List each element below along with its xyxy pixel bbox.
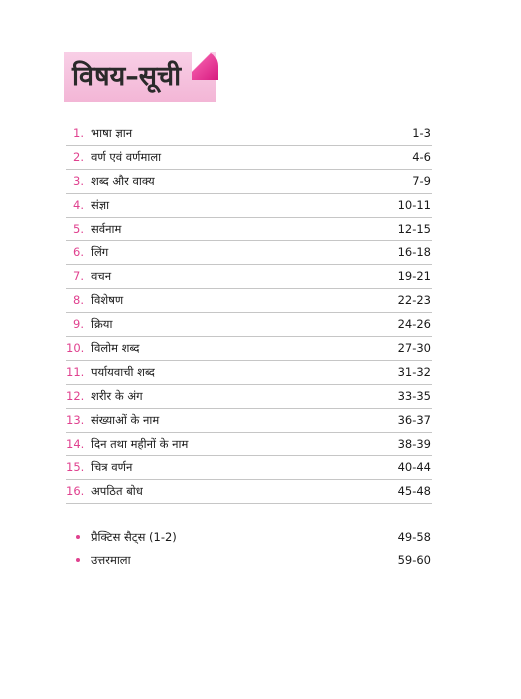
toc-row <box>66 218 432 242</box>
toc-number: 4. <box>73 197 84 212</box>
toc-pages: 7-9 <box>412 173 431 188</box>
toc-pages: 36-37 <box>397 412 431 427</box>
toc-number: 16. <box>66 484 85 499</box>
toc-row <box>66 433 432 457</box>
toc-number: 5. <box>73 221 84 236</box>
toc-extra-item <box>66 549 432 571</box>
toc-pages: 10-11 <box>397 197 431 212</box>
toc-extra-title: उत्तरमाला <box>91 553 131 567</box>
toc-title: भाषा ज्ञान <box>91 126 133 140</box>
toc-pages: 40-44 <box>397 460 431 475</box>
toc-pages: 12-15 <box>397 221 431 236</box>
toc-row <box>66 361 432 385</box>
toc-row <box>66 194 432 218</box>
toc-title: सर्वनाम <box>91 221 122 236</box>
toc-pages: 4-6 <box>412 149 431 164</box>
toc-row <box>66 122 432 146</box>
toc-number: 1. <box>73 126 84 140</box>
toc-number: 14. <box>66 436 85 451</box>
toc-pages: 33-35 <box>397 388 431 403</box>
toc-title: विलोम शब्द <box>91 341 140 356</box>
toc-number: 6. <box>73 245 84 260</box>
toc-title: संज्ञा <box>91 197 110 212</box>
toc-pages: 31-32 <box>397 364 431 379</box>
page-title: विषय–सूची <box>72 61 182 92</box>
toc-number: 11. <box>66 364 85 379</box>
toc-row <box>66 241 432 265</box>
toc-extra-title: प्रैक्टिस सैट्स (1-2) <box>91 530 177 544</box>
toc-pages: 22-23 <box>397 293 431 308</box>
toc-extra-pages: 49-58 <box>397 530 431 544</box>
toc-pages: 1-3 <box>412 126 431 140</box>
toc-row <box>66 409 432 433</box>
toc-number: 9. <box>73 317 84 332</box>
toc-extra-item <box>66 526 432 548</box>
toc-row <box>66 313 432 337</box>
toc-row <box>66 337 432 361</box>
toc-number: 2. <box>73 149 84 164</box>
toc-pages: 24-26 <box>397 317 431 332</box>
toc-number: 10. <box>66 341 85 356</box>
toc-number: 3. <box>73 173 84 188</box>
toc-row <box>66 289 432 313</box>
toc-extra-pages: 59-60 <box>397 553 431 567</box>
toc-title: चित्र वर्णन <box>91 460 133 475</box>
toc-number: 7. <box>73 269 84 284</box>
title-banner <box>64 52 216 102</box>
table-of-contents <box>66 122 432 504</box>
toc-pages: 16-18 <box>397 245 431 260</box>
toc-pages: 38-39 <box>397 436 431 451</box>
toc-title: क्रिया <box>91 317 113 332</box>
toc-title: संख्याओं के नाम <box>91 412 160 427</box>
toc-title: शरीर के अंग <box>91 388 143 403</box>
toc-row <box>66 170 432 194</box>
toc-title: शब्द और वाक्य <box>91 173 155 188</box>
toc-title: वचन <box>91 269 112 284</box>
toc-row <box>66 146 432 170</box>
toc-number: 15. <box>66 460 85 475</box>
toc-row <box>66 480 432 504</box>
toc-title: लिंग <box>91 245 109 260</box>
toc-title: विशेषण <box>91 293 124 308</box>
toc-number: 13. <box>66 412 85 427</box>
toc-title: अपठित बोध <box>91 484 143 499</box>
toc-row <box>66 265 432 289</box>
toc-title: पर्यायवाची शब्द <box>91 364 155 379</box>
toc-pages: 19-21 <box>397 269 431 284</box>
toc-number: 8. <box>73 293 84 308</box>
toc-row <box>66 385 432 409</box>
toc-row <box>66 456 432 480</box>
toc-title: वर्ण एवं वर्णमाला <box>91 149 162 164</box>
bullet-icon <box>76 558 80 562</box>
bullet-icon <box>76 535 80 539</box>
toc-pages: 45-48 <box>397 484 431 499</box>
toc-title: दिन तथा महीनों के नाम <box>91 436 189 451</box>
toc-pages: 27-30 <box>397 341 431 356</box>
toc-number: 12. <box>66 388 85 403</box>
